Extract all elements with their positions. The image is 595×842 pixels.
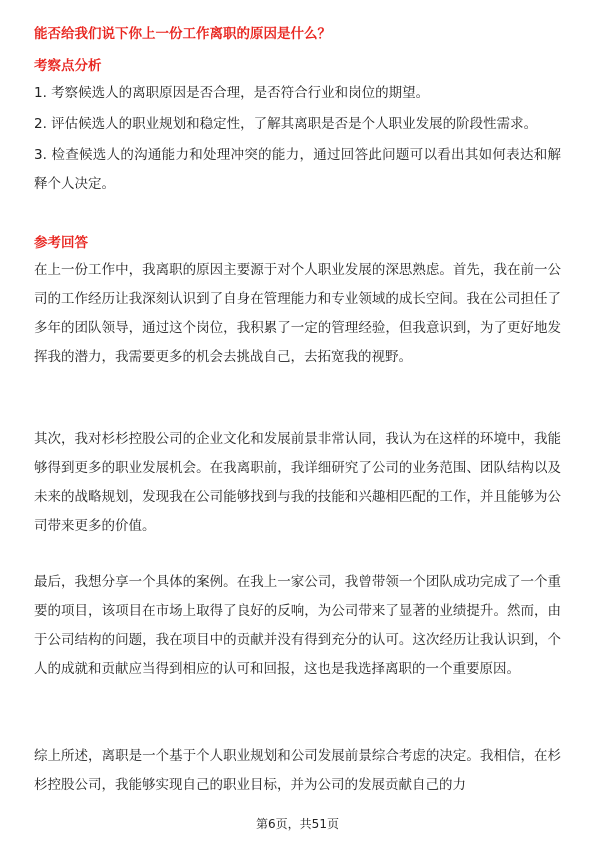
page-number: 第6页，共51页 bbox=[256, 817, 339, 831]
question-title: 能否给我们说下你上一份工作离职的原因是什么？ bbox=[34, 26, 331, 42]
answer-heading: 参考回答 bbox=[34, 235, 88, 251]
analysis-heading: 考察点分析 bbox=[34, 58, 102, 74]
answer-paragraph: 在上一份工作中，我离职的原因主要源于对个人职业发展的深思熟虑。首先，我在前一公司的工作经历让我深刻认识到了自身在管理能力和专业领域的成长空间。我在公司担任了多年的团队领导，通过这个岗位，我积累了一定的管理经验，但我意识到，为了更好地发挥我的潜力，我需要更多的机会去挑战自己，去拓宽我的视野。 bbox=[34, 262, 561, 365]
analysis-item: 1. 考察候选人的离职原因是否合理，是否符合行业和岗位的期望。 bbox=[34, 85, 430, 101]
analysis-item: 2. 评估候选人的职业规划和稳定性，了解其离职是否是个人职业发展的阶段性需求。 bbox=[34, 116, 538, 132]
answer-paragraph: 最后，我想分享一个具体的案例。在我上一家公司，我曾带领一个团队成功完成了一个重要的项目，该项目在市场上取得了良好的反响，为公司带来了显著的业绩提升。然而，由于公司结构的问题，我在项目中的贡献并没有得到充分的认可。这次经历让我认识到，个人的成就和贡献应当得到相应的认可和回报，这也是我选择离职的一个重要原因。 bbox=[34, 574, 561, 677]
answer-paragraph: 其次，我对杉杉控股公司的企业文化和发展前景非常认同，我认为在这样的环境中，我能够得到更多的职业发展机会。在我离职前，我详细研究了公司的业务范围、团队结构以及未来的战略规划，发现我在公司能够找到与我的技能和兴趣相匹配的工作，并且能够为公司带来更多的价值。 bbox=[34, 431, 561, 534]
answer-paragraph: 综上所述，离职是一个基于个人职业规划和公司发展前景综合考虑的决定。我相信，在杉杉控股公司，我能够实现自己的职业目标，并为公司的发展贡献自己的力 bbox=[34, 748, 561, 793]
analysis-list bbox=[34, 79, 561, 201]
analysis-item: 3. 检查候选人的沟通能力和处理冲突的能力，通过回答此问题可以看出其如何表达和解释个人决定。 bbox=[34, 147, 561, 192]
